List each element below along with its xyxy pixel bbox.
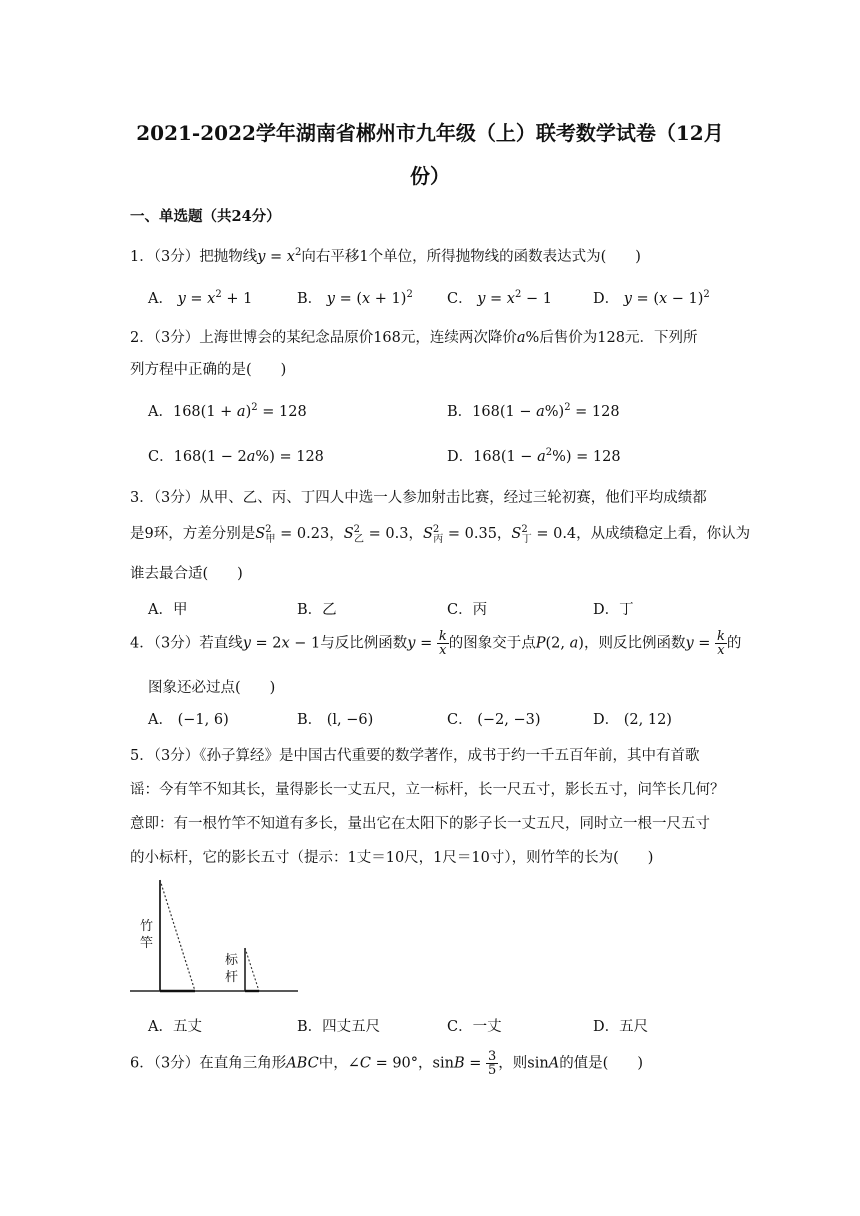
question-2-option-b: B．$168(1 - a\%)^2 = 128$	[447, 402, 620, 420]
exam-title-line1: 2021-2022学年湖南省郴州市九年级（上）联考数学试卷（12月	[136, 121, 724, 145]
question-1-option-a: A． $y = x^2 + 1$	[148, 289, 253, 307]
question-5-stem-line3: 意即：有一根竹竿不知道有多长，量出它在太阳下的影子长一丈五尺，同时立一根一尺五寸	[130, 816, 710, 832]
bamboo-pole-shadow-figure	[128, 876, 300, 996]
question-5-stem-line2: 谣：今有竿不知其长，量得影长一丈五尺，立一标杆，长一尺五寸，影长五寸，问竿长几何？	[130, 782, 725, 798]
question-4-option-d: D． (2, 12)	[593, 712, 672, 728]
question-2-option-d: D．$168(1 - a^2\%) = 128$	[447, 447, 621, 465]
question-1-option-d: D． $y = (x - 1)^2$	[593, 289, 710, 307]
question-5-option-d: D．五尺	[593, 1019, 649, 1035]
question-3-stem-line2: 是9环，方差分别是$S^2_甲 = 0.23$，$S^2_乙 = 0.3$，$S^2_丙 = 0.35$，$S^2_丁 = 0.4$，从成绩稳定上看，你认为	[130, 524, 751, 545]
question-5-option-a: A．五丈	[148, 1019, 202, 1035]
rod-sun-ray	[245, 948, 259, 991]
question-1-option-b: B． $y = (x + 1)^2$	[297, 289, 413, 307]
question-3-option-c: C．丙	[447, 602, 488, 618]
question-3-option-d: D．丁	[593, 602, 634, 618]
rod-label: 标杆	[225, 953, 239, 985]
question-3-option-b: B．乙	[297, 602, 337, 618]
question-3-stem-line3: 谁去最合适( )	[130, 566, 243, 582]
question-2-option-a: A．$168(1 + a)^2 = 128$	[148, 402, 307, 420]
question-3-option-a: A．甲	[148, 602, 188, 618]
question-2-stem-line1: 2．（3分）上海世博会的某纪念品原价168元，连续两次降价a%后售价为128元．下列所	[130, 330, 698, 346]
exam-title-line2: 份）	[410, 164, 450, 188]
question-3-stem-line1: 3．（3分）从甲、乙、丙、丁四人中选一人参加射击比赛，经过三轮初赛，他们平均成绩都	[130, 490, 707, 506]
section-heading: 一、单选题（共24分）	[130, 208, 281, 225]
question-1-stem: 1．（3分）把抛物线$y = x^2$向右平移1个单位，所得抛物线的函数表达式为( )	[130, 247, 641, 265]
pole-label: 竹竿	[140, 919, 154, 951]
question-4-option-b: B． (l, −6)	[297, 712, 374, 728]
question-5-stem-line4: 的小标杆，它的影长五寸（提示：1丈＝10尺，1尺＝10寸），则竹竿的长为( )	[130, 850, 654, 866]
question-5-option-c: C．一丈	[447, 1019, 502, 1035]
question-5-option-b: B．四丈五尺	[297, 1019, 381, 1035]
question-6-stem: 6．（3分）在直角三角形ABC中，∠C = 90°，sinB = $\frac{3}{5}$ ，则sinA的值是( )	[130, 1049, 644, 1078]
question-4-option-a: A． (−1, 6)	[148, 712, 229, 728]
question-5-stem-line1: 5．（3分）《孙子算经》是中国古代重要的数学著作，成书于约一千五百年前，其中有首歌	[130, 748, 700, 764]
question-1-option-c: C． $y = x^2 - 1$	[447, 289, 552, 307]
question-2-option-c: C．168(1 − 2a%) = 128	[148, 449, 324, 465]
question-4-stem-line1: 4．（3分）若直线y = 2x − 1与反比例函数y = $\frac{k}{x}$ 的图象交于点P(2, a)，则反比例函数y = $\frac{k}{x}$ 的	[130, 629, 742, 658]
pole-sun-ray	[160, 880, 195, 991]
question-4-stem-line2: 图象还必过点( )	[148, 680, 276, 696]
question-4-option-c: C． (−2, −3)	[447, 712, 541, 728]
question-2-stem-line2: 列方程中正确的是( )	[130, 362, 287, 378]
